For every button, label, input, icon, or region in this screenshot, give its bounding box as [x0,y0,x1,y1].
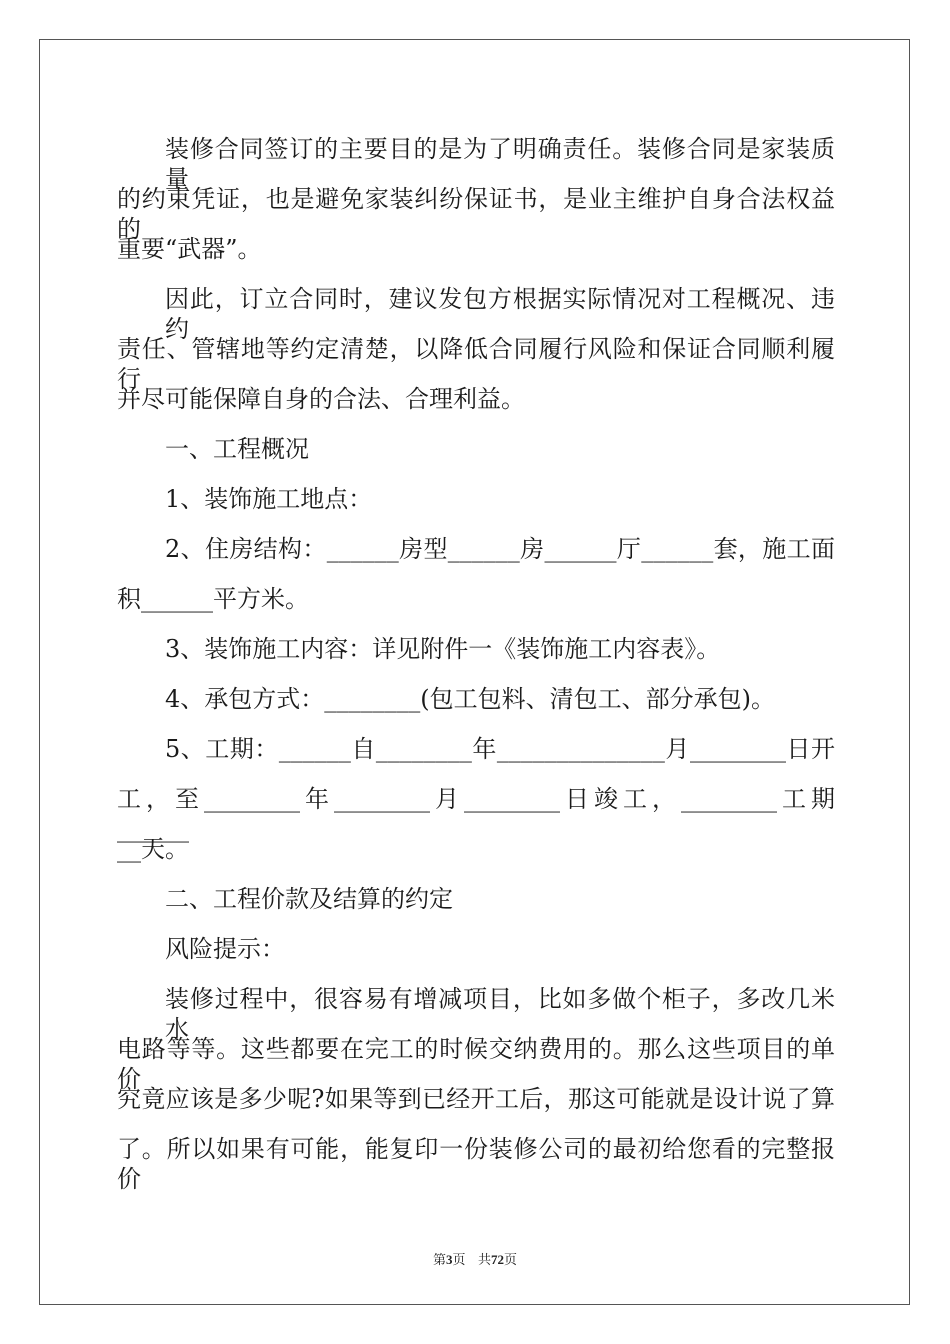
text-line: 1、装饰施工地点： [165,485,373,513]
text-line: 的约束凭证，也是避免家装纠纷保证书，是业主维护自身合法权益的 [117,185,835,243]
text-line: 装修合同签订的主要目的是为了明确责任。装修合同是家装质量 [165,135,835,193]
text-line: 重要“武器”。 [117,235,262,263]
footer-page-prefix: 第 [433,1253,447,1268]
text-line: 4、承包方式：________(包工包料、清包工、部分承包)。 [165,685,775,713]
text-line: 风险提示： [165,935,285,963]
page-footer [0,1249,950,1268]
text-line: __天。 [117,835,189,863]
text-line: 2、住房结构：______房型______房______厅______套，施工面 [165,535,835,563]
text-line: 3、装饰施工内容：详见附件一《装饰施工内容表》。 [165,635,721,663]
footer-total-pages: 72 [490,1252,504,1267]
text-line: 因此，订立合同时，建议发包方根据实际情况对工程概况、违约 [165,285,835,343]
text-line: 责任、管辖地等约定清楚，以降低合同履行风险和保证合同顺利履行 [117,335,835,393]
text-line: 一、工程概况 [165,435,309,463]
text-line: 积______平方米。 [117,585,309,613]
text-line: 工，至________年________月________日竣工，________工期______ [117,785,835,843]
text-line: 5、工期：______自________年______________月________日开 [165,735,835,763]
text-line: 装修过程中，很容易有增减项目，比如多做个柜子，多改几米水 [165,985,835,1043]
text-line: 了。所以如果有可能，能复印一份装修公司的最初给您看的完整报价 [117,1135,835,1193]
text-line: 二、工程价款及结算的约定 [165,885,453,913]
footer-total-suffix: 页 [503,1253,517,1268]
footer-total-prefix: 共 [477,1253,491,1268]
footer-page-number: 3 [446,1252,453,1267]
footer-page-suffix: 页 [452,1253,466,1268]
text-line: 电路等等。这些都要在完工的时候交纳费用的。那么这些项目的单价 [117,1035,835,1093]
text-line: 并尽可能保障自身的合法、合理利益。 [117,385,525,413]
text-line: 究竟应该是多少呢?如果等到已经开工后，那这可能就是设计说了算 [117,1085,835,1113]
